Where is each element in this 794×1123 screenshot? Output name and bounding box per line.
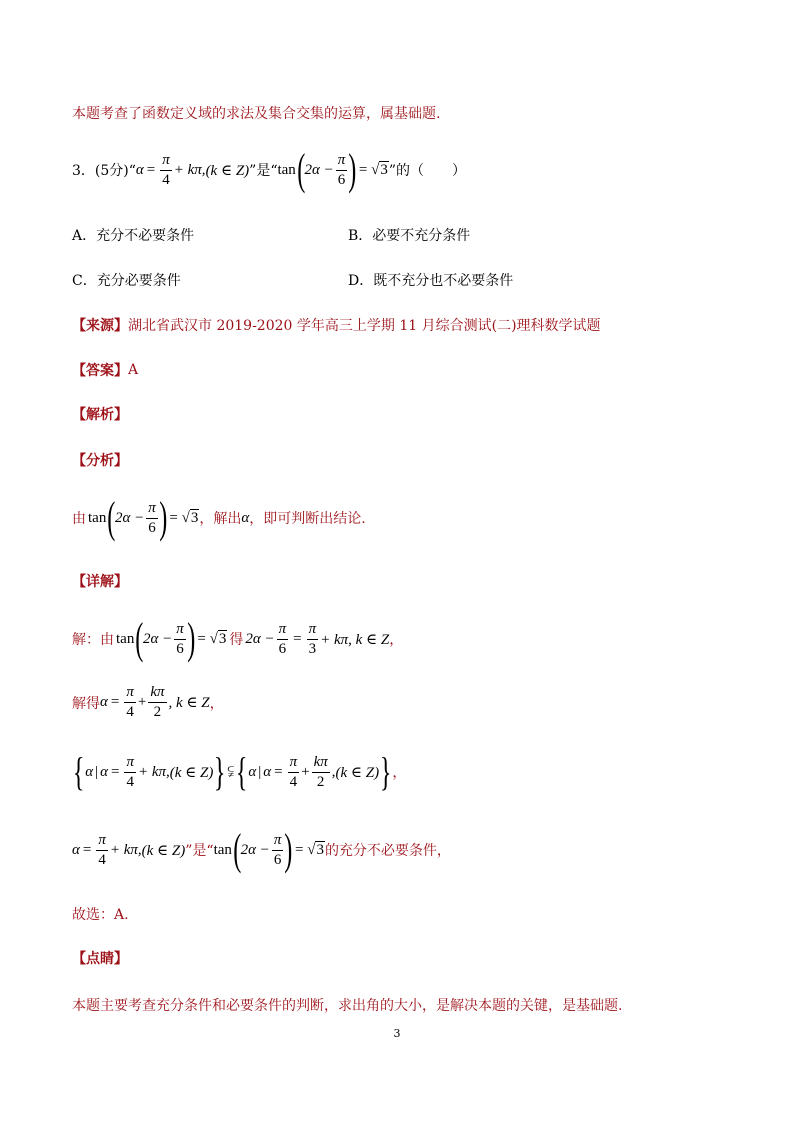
answer-label: 【答案】 bbox=[72, 363, 128, 379]
frac-num: π bbox=[277, 622, 289, 640]
set-bar: | bbox=[95, 763, 99, 780]
math-plus-kpi: + kπ, bbox=[173, 161, 206, 178]
math-k-in-z: (k ∈ Z) bbox=[141, 842, 186, 859]
fraction-pi-over-4 bbox=[288, 755, 300, 790]
answer-value: A bbox=[128, 362, 139, 378]
math-alpha: α bbox=[85, 763, 94, 780]
sqrt-radicand: 3 bbox=[316, 842, 324, 858]
right-brace: } bbox=[214, 749, 226, 794]
math-two-alpha: 2α − bbox=[114, 509, 145, 526]
detail-comma: ， bbox=[389, 632, 404, 648]
set-bar: | bbox=[258, 763, 262, 780]
fraction-kpi-over-2 bbox=[312, 755, 330, 790]
source-text: 湖北省武汉市 2019-2020 学年高三上学期 11 月综合测试(二)理科数学试题 bbox=[128, 318, 601, 334]
question-3 bbox=[72, 145, 467, 194]
question-prefix: 3．(5分)“ bbox=[72, 163, 136, 179]
detail-de: 得 bbox=[229, 632, 244, 648]
math-tail: , k ∈ Z bbox=[168, 695, 210, 711]
detail-conclusion: 的充分不必要条件， bbox=[324, 843, 451, 859]
detail-line-3 bbox=[72, 749, 407, 794]
math-alpha: α bbox=[248, 763, 257, 780]
detail-line-4 bbox=[72, 825, 451, 874]
math-plus: + bbox=[137, 694, 147, 710]
fraction-pi-over-6 bbox=[272, 833, 284, 868]
math-tan: tan bbox=[213, 841, 232, 858]
math-two-alpha: 2α − bbox=[245, 630, 275, 647]
frac-den: 4 bbox=[126, 704, 134, 720]
math-eq: = bbox=[110, 763, 120, 780]
frac-den: 2 bbox=[316, 773, 325, 790]
fenxi-label: 【分析】 bbox=[72, 453, 128, 469]
sqrt-radicand: 3 bbox=[190, 510, 199, 526]
intro-text: 本题考查了函数定义域的求法及集合交集的运算，属基础题. bbox=[72, 106, 441, 122]
option-c[interactable] bbox=[72, 270, 181, 290]
dianjing-line bbox=[72, 995, 622, 1015]
math-eq: = bbox=[274, 763, 283, 780]
math-eq: = bbox=[293, 630, 302, 647]
math-two-alpha: 2α − bbox=[304, 161, 334, 178]
xiangjie-heading bbox=[72, 571, 128, 591]
sqrt-radicand: 3 bbox=[380, 162, 388, 178]
math-plus-kpi: + kπ, bbox=[137, 763, 170, 780]
fenxi-jiechu: ，解出 bbox=[199, 511, 242, 527]
right-brace: } bbox=[379, 749, 392, 794]
math-eq: = bbox=[110, 694, 120, 710]
math-alpha: α bbox=[72, 841, 80, 858]
frac-num: π bbox=[124, 685, 136, 703]
math-tan: tan bbox=[277, 161, 296, 178]
detail-line-1 bbox=[72, 614, 404, 663]
option-c-label: C．充分必要条件 bbox=[72, 273, 181, 289]
option-d[interactable] bbox=[348, 270, 513, 290]
sqrt-sign: = √ bbox=[358, 162, 380, 178]
fraction-pi-over-4 bbox=[96, 833, 108, 868]
question-is-text: ”是“ bbox=[249, 163, 278, 179]
frac-den: 4 bbox=[162, 171, 170, 188]
option-b[interactable] bbox=[348, 225, 470, 245]
jiexi-label: 【解析】 bbox=[72, 407, 128, 423]
math-alpha: α bbox=[263, 763, 272, 780]
dianjing-text: 本题主要考查充分条件和必要条件的判断，求出角的大小，是解决本题的关键，是基础题. bbox=[72, 998, 623, 1014]
frac-den: 2 bbox=[153, 704, 162, 720]
fenxi-heading bbox=[72, 450, 128, 470]
jiexi-heading bbox=[72, 404, 128, 424]
frac-den: 4 bbox=[126, 773, 134, 790]
frac-den: 4 bbox=[289, 773, 298, 790]
answer-line bbox=[72, 360, 138, 380]
option-b-label: B．必要不充分条件 bbox=[348, 228, 471, 244]
frac-num: kπ bbox=[312, 755, 330, 773]
frac-den: 3 bbox=[308, 640, 317, 657]
question-suffix: ”的（ ） bbox=[388, 163, 467, 179]
xiangjie-label: 【详解】 bbox=[72, 574, 128, 590]
option-a-label: A．充分不必要条件 bbox=[72, 228, 195, 244]
math-plus: + bbox=[301, 763, 310, 780]
fenxi-line bbox=[72, 493, 366, 542]
sqrt-3 bbox=[359, 161, 389, 179]
left-paren: ( bbox=[135, 614, 144, 663]
math-alpha: α bbox=[100, 694, 108, 710]
frac-num: π bbox=[307, 622, 319, 640]
fraction-pi-over-4 bbox=[160, 153, 172, 188]
frac-num: π bbox=[146, 501, 158, 519]
sqrt-sign: = √ bbox=[169, 510, 190, 526]
frac-den: 6 bbox=[148, 519, 156, 536]
math-eq: = bbox=[146, 161, 156, 178]
frac-den: 6 bbox=[278, 640, 287, 657]
frac-num: π bbox=[272, 833, 284, 851]
right-paren: ) bbox=[284, 825, 293, 874]
left-paren: ( bbox=[107, 493, 116, 542]
math-alpha: α bbox=[241, 509, 250, 526]
detail-line-2 bbox=[72, 685, 224, 720]
detail-choice: 故选：A. bbox=[72, 907, 129, 923]
page-number: 3 bbox=[393, 1027, 401, 1040]
sqrt-3 bbox=[295, 841, 325, 859]
dianjing-label: 【点睛】 bbox=[72, 951, 128, 967]
subset-symbol: ⫋ bbox=[227, 764, 235, 780]
right-paren: ) bbox=[348, 145, 357, 194]
fraction-pi-over-4 bbox=[124, 685, 136, 720]
detail-line-5 bbox=[72, 904, 129, 924]
left-brace: { bbox=[72, 749, 85, 794]
frac-den: 4 bbox=[98, 851, 106, 868]
frac-num: π bbox=[174, 622, 186, 640]
detail-jiede: 解得 bbox=[72, 695, 100, 712]
frac-den: 6 bbox=[176, 640, 184, 657]
fraction-pi-over-6 bbox=[277, 622, 289, 657]
fraction-kpi-over-2 bbox=[148, 685, 166, 720]
dianjing-heading bbox=[72, 948, 128, 968]
frac-den: 6 bbox=[273, 851, 282, 868]
fenxi-tail: ，即可判断出结论. bbox=[249, 511, 366, 527]
fraction-pi-over-6 bbox=[174, 622, 186, 657]
left-paren: ( bbox=[297, 145, 306, 194]
source-label: 【来源】 bbox=[72, 318, 128, 334]
math-k-in-z: (k ∈ Z) bbox=[205, 162, 250, 179]
frac-num: π bbox=[288, 755, 300, 773]
sqrt-sign: = √ bbox=[197, 631, 218, 647]
right-paren: ) bbox=[159, 493, 168, 542]
detail-comma: ， bbox=[209, 695, 224, 712]
option-a[interactable] bbox=[72, 225, 194, 245]
left-paren: ( bbox=[233, 825, 242, 874]
math-alpha: α bbox=[135, 161, 144, 178]
sqrt-radicand: 3 bbox=[218, 631, 227, 647]
frac-num: kπ bbox=[148, 685, 166, 703]
fraction-pi-over-6 bbox=[336, 153, 348, 188]
math-k-in-z: (k ∈ Z) bbox=[169, 764, 214, 781]
left-brace: { bbox=[235, 749, 248, 794]
source-line bbox=[72, 315, 601, 335]
math-tan: tan bbox=[116, 630, 135, 647]
math-two-alpha: 2α − bbox=[142, 630, 173, 647]
intro-line bbox=[72, 103, 440, 123]
fraction-pi-over-4 bbox=[124, 755, 136, 790]
fraction-pi-over-6 bbox=[146, 501, 158, 536]
math-plus-kpi: + kπ, bbox=[109, 841, 142, 858]
math-tail: + kπ, k ∈ Z bbox=[320, 631, 390, 648]
fraction-pi-over-3 bbox=[307, 622, 319, 657]
frac-num: π bbox=[96, 833, 108, 851]
math-k-in-z: (k ∈ Z) bbox=[335, 764, 380, 781]
sqrt-sign: = √ bbox=[294, 842, 316, 858]
math-comma: , bbox=[331, 763, 336, 780]
frac-num: π bbox=[336, 153, 348, 171]
math-eq: = bbox=[82, 841, 92, 858]
option-d-label: D．既不充分也不必要条件 bbox=[348, 273, 514, 289]
detail-prefix: 解：由 bbox=[72, 632, 114, 648]
sqrt-3 bbox=[169, 509, 199, 527]
frac-num: π bbox=[160, 153, 172, 171]
math-tan: tan bbox=[88, 509, 107, 526]
math-alpha: α bbox=[100, 763, 108, 780]
detail-comma: ， bbox=[392, 765, 407, 781]
frac-num: π bbox=[124, 755, 136, 773]
sqrt-3 bbox=[197, 630, 227, 648]
math-two-alpha: 2α − bbox=[240, 841, 270, 858]
detail-is-text: ”是“ bbox=[185, 843, 214, 859]
right-paren: ) bbox=[187, 614, 196, 663]
frac-den: 6 bbox=[337, 171, 346, 188]
fenxi-you: 由 bbox=[72, 511, 86, 527]
